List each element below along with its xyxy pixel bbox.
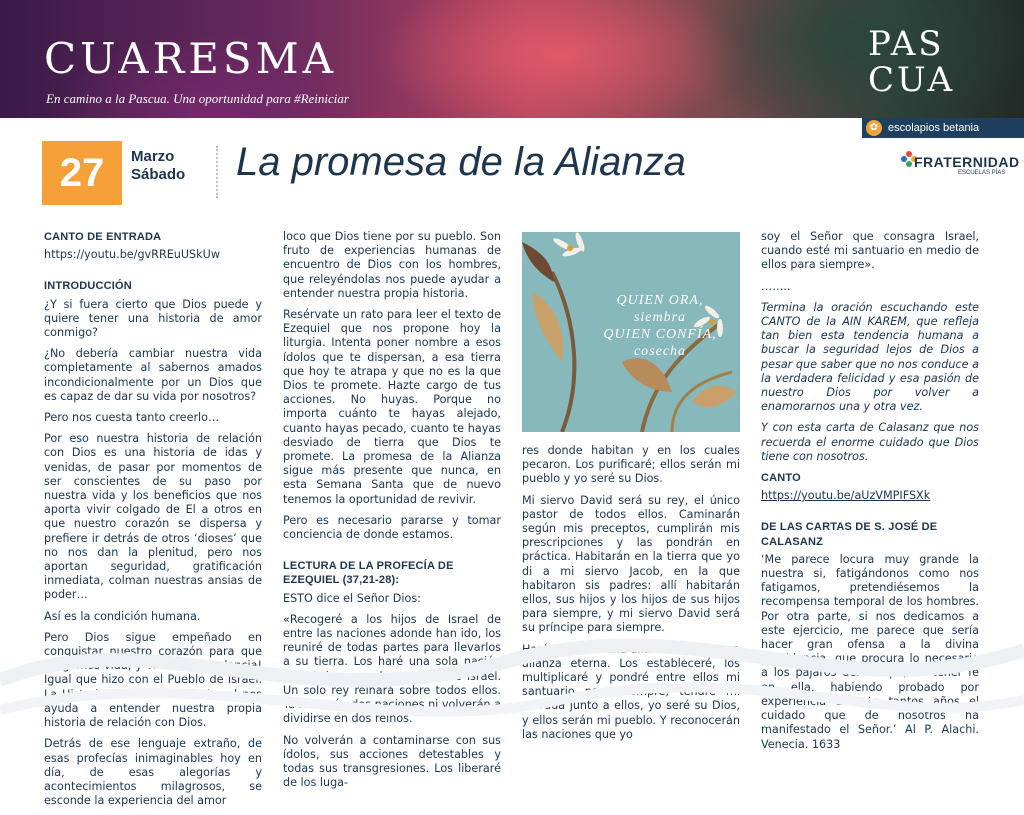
photo-caption (590, 292, 730, 360)
col3-paragraph-3: Haré con ellos una alianza de paz, una alianza eterna. Los estableceré, los multiplicaré y pondré entre ellos mi santuario para siempre; tendré mi morada junto a ellos, yo seré su Dios, y ellos serán mi pueblo. Y reconocerán las naciones que yo (522, 642, 740, 741)
col2-paragraph-3: Pero es necesario pararse y tomar conciencia de donde estamos. (283, 513, 501, 542)
col2-paragraph-2: Resérvate un rato para leer el texto de Ezequiel que nos propone hoy la liturgia. Intenta poner nombre a esos ídolos que te dispersan, a esa tierra que hoy te atrapa y que no es la que Dios te promete. Hazte cargo de tus acciones. No huyas. Porque no importa cuánto te hayas alejado, cuanto hayas pecado, cuanto te hayas desviado de tierra que Dios te promete. La promesa de la Alianza sigue más presente que nunca, en esta Semana Santa que de nuevo tenemos la oportunidad de revivir. (283, 308, 501, 506)
canto-entrada-link[interactable]: https://youtu.be/gvRREuUSkUw (44, 248, 220, 262)
col3-paragraph-2: Mi siervo David será su rey, el único pastor de todos ellos. Caminarán según mis preceptos, cumplirán mis prescripciones y las pondrán en práctica. Habitarán en la tierra que yo di a mi siervo Jacob, en la que habitaron sis padres: allí habitarán ellos, sus hijos y los hijos de sus hijos para siempre, y mi siervo David será su príncipe para siempre. (522, 493, 740, 635)
fraternidad-subtitle: ESCUELAS PÍAS (958, 170, 1006, 176)
intro-paragraph-5: Así es la condición humana. (44, 609, 201, 623)
photo-caption-line-2: siembra (633, 310, 687, 325)
header-banner (0, 0, 1024, 118)
col4-paragraph-2: Termina la oración escuchando este CANTO de la AIN KAREM, que refleja tan bien esta tendencia humana a buscar la seguridad lejos de Dios a pesar que saber que no nos conduce a la verdadera felicidad y esa pasión de nuestro Dios por volver a enamorarnos una y otra vez. (761, 300, 979, 414)
col2-paragraph-1: loco que Dios tiene por su pueblo. Son fruto de experiencias humanas de encuentro de Dios con los hombres, que releyéndolas nos puede ayudar a entender nuestra propia historia. (283, 230, 501, 300)
date-month: Marzo (131, 148, 175, 165)
photo-caption-line-3: QUIEN CONFÍA, (603, 327, 717, 342)
pascua-line-1: PAS (868, 24, 945, 64)
series-subtitle: En camino a la Pascua. Una oportunidad para #Reiniciar (46, 91, 349, 106)
col2-paragraph-5: «Recogeré a los hijos de Israel de entre las naciones adonde han ido, los reuniré de todas partes para llevarlos a su tierra. Los haré una sola nación en mi tierra, en los montes de Israel. Un solo rey reinará sobre todos ellos. Ya no serán dos naciones ni volverán a dividirse en dos reinos. (283, 612, 501, 726)
intro-paragraph-7: Detrás de ese lenguaje extraño, de esas profecías inimaginables hoy en día, de esas alegorías y acontecimientos milagrosos, se esconde la experiencia del amor (44, 737, 262, 808)
date-weekday: Sábado (131, 166, 186, 183)
series-title: CUARESMA (44, 34, 337, 83)
page-title: La promesa de la Alianza (236, 140, 686, 184)
photo-caption-line-4: cosecha (633, 344, 687, 359)
column-2 (283, 230, 501, 797)
col2-paragraph-4: ESTO dice el Señor Dios: (283, 591, 421, 605)
escolapios-logo-icon: ✿ (866, 120, 882, 136)
cartas-heading: DE LAS CARTAS DE S. JOSÉ DE CALASANZ (761, 521, 938, 548)
date-divider (216, 146, 218, 198)
column-1 (44, 230, 262, 815)
photo-caption-line-1: QUIEN ORA, (616, 293, 704, 308)
introduccion-heading: INTRODUCCIÓN (44, 280, 132, 293)
canto-heading: CANTO (761, 472, 801, 485)
col3-paragraph-1: res donde habitan y en los cuales pecaron. Los purificaré; ellos serán mi pueblo y yo seré su Dios. (522, 444, 740, 486)
intro-paragraph-2: ¿No debería cambiar nuestra vida completamente al sabernos amados incondicionalmente por un Dios que es capaz de dar su vida por nosotros? (44, 347, 262, 403)
canto-link[interactable]: https://youtu.be/aUzVMPIFSXk (761, 489, 931, 503)
col2-paragraph-6: No volverán a contaminarse con sus ídolos, sus acciones detestables y todas sus transgresiones. Los liberaré de los luga- (283, 733, 501, 790)
date-day-number: 27 (59, 151, 105, 195)
intro-paragraph-6: Pero Dios sigue empeñado en conquistar nuestro corazón para que tengamos vida, y vida en abundancia! Igual que hizo con el Pueblo de Israel. La Historia de Salvación de Israel nos ayuda a entender nuestra propia historia de relación con Dios. (44, 630, 262, 730)
intro-paragraph-3: Pero nos cuesta tanto creerlo… (44, 411, 220, 425)
col4-paragraph-3: Y con esta carta de Calasanz que nos recuerda el enorme cuidado que Dios tiene con nosotros. (761, 421, 979, 463)
col4-dots: …….. (761, 279, 791, 293)
lectura-heading: LECTURA DE LA PROFECÍA DE EZEQUIEL (37,21-28): (283, 560, 454, 587)
pascua-line-2: CUA (868, 60, 956, 100)
intro-paragraph-1: ¿Y si fuera cierto que Dios puede y quiere tener una historia de amor conmigo? (44, 297, 262, 340)
col4-paragraph-4: ‘Me parece locura muy grande la nuestra si, fatigándonos como nos fatigamos, pretendiésemos la recompensa temporal de los hombres. Por otra parte, si nos dedicamos a este ejercicio, me parece que sería hacer gran ofensa a la divina providencia, que procura lo necesario a los pájaros del campo, no tener fe en ella, habiendo probado por experiencia durante tantos años el cuidado que de nosotros ha manifestado el Señor.’ Al P. Alachi. Venecia. 1633 (761, 552, 979, 751)
publisher-name: escolapios betania (888, 122, 980, 134)
canto-entrada-heading: CANTO DE ENTRADA (44, 231, 162, 243)
flower-photo (522, 232, 740, 432)
col4-paragraph-1: soy el Señor que consagra Israel, cuando esté mi santuario en medio de ellos para siempre». (761, 230, 979, 272)
intro-paragraph-4: Por eso nuestra historia de relación con Dios es una historia de idas y venidas, de pasar por momentos de ser conscientes de su paso por nuestra vida y los beneficios que nos aporta vivir colgado de El a otros en que nuestro corazón se dispersa y prefiere ir detrás de otros ‘dioses’ que no nos dan la plenitud, pero nos aportan seguridad, gratificación inmediata, colman nuestras ansias de poder… (44, 432, 262, 602)
column-3 (522, 444, 740, 749)
fraternidad-name: FRATERNIDAD (914, 154, 1020, 170)
column-4 (761, 230, 979, 759)
pascua-logo (868, 26, 988, 98)
